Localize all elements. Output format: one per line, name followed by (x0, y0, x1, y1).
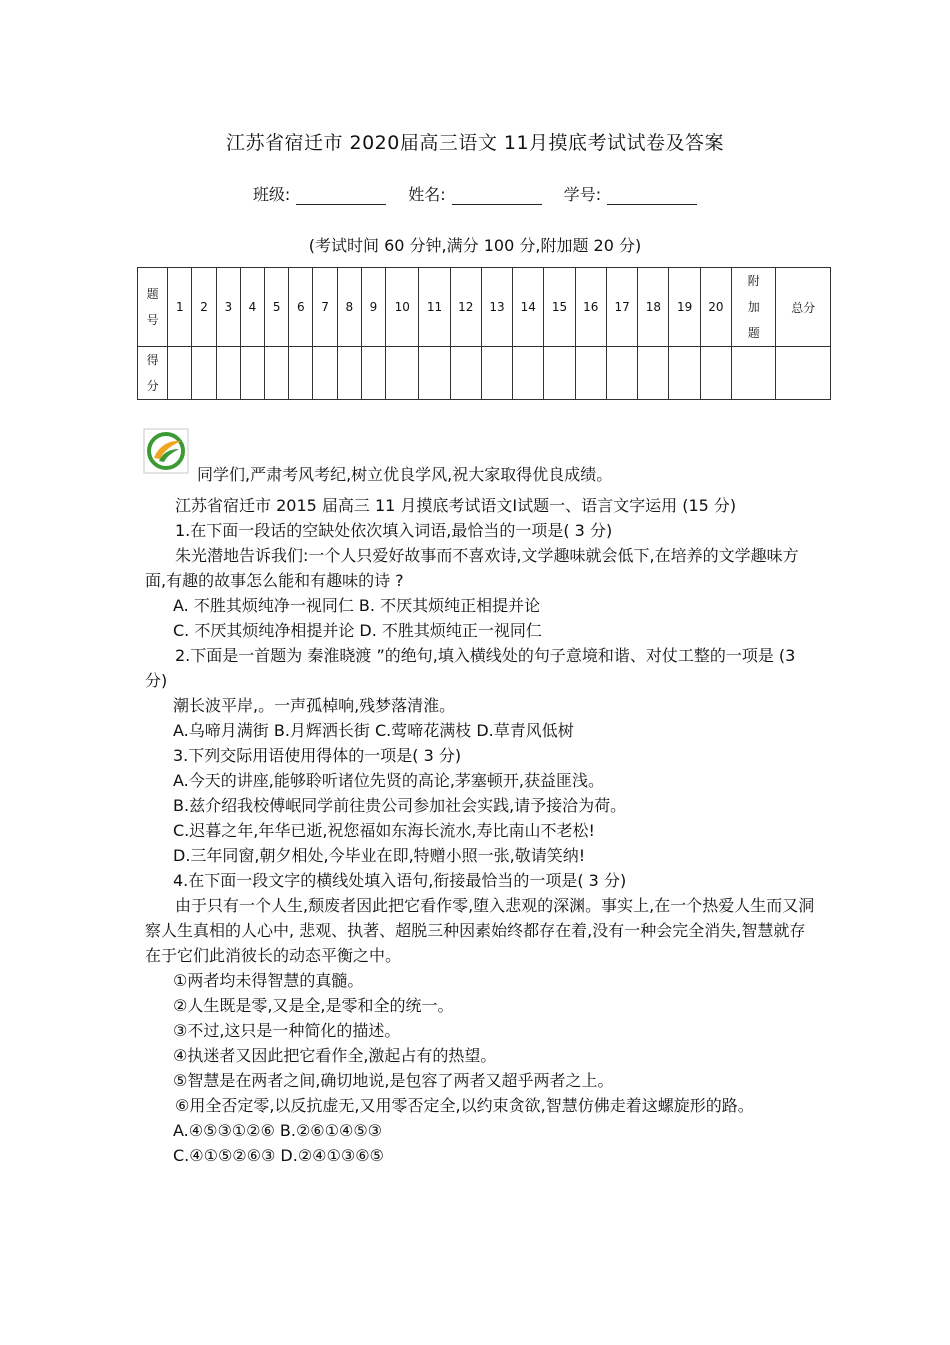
question-4-sentence-3: ③不过,这只是一种简化的描述。 (173, 1021, 401, 1040)
question-number-cell: 8 (337, 268, 361, 347)
class-label: 班级: (252, 185, 291, 204)
question-number-cell: 6 (289, 268, 313, 347)
question-number-cell: 3 (216, 268, 240, 347)
name-blank (452, 186, 542, 205)
score-cell[interactable] (419, 347, 450, 400)
question-number-cell: 7 (313, 268, 337, 347)
question-number-cell: 16 (575, 268, 606, 347)
section-heading: 江苏省宿迁市 2015 届高三 11 月摸底考试语文Ⅰ试题一、语言文字运用 (15 分) (175, 496, 737, 515)
score-cell[interactable] (732, 347, 776, 400)
score-cell[interactable] (168, 347, 192, 400)
question-4-sentence-2: ②人生既是零,又是全,是零和全的统一。 (173, 996, 454, 1015)
exam-info: (考试时间 60 分钟,满分 100 分,附加题 20 分) (308, 236, 642, 255)
score-row (138, 347, 831, 400)
score-cell[interactable] (606, 347, 637, 400)
question-number-cell: 1 (168, 268, 192, 347)
score-cell[interactable] (361, 347, 385, 400)
extra-question-header: 附 加 题 (732, 268, 776, 347)
question-4-stem: 4.在下面一段文字的横线处填入语句,衔接最恰当的一项是( 3 分) (173, 871, 627, 890)
score-cell[interactable] (575, 347, 606, 400)
question-3-stem: 3.下列交际用语使用得体的一项是( 3 分) (173, 746, 462, 765)
score-table (137, 267, 831, 400)
question-number-cell: 18 (638, 268, 669, 347)
score-cell[interactable] (700, 347, 731, 400)
score-cell[interactable] (450, 347, 481, 400)
question-1-options-ab: A. 不胜其烦纯净一视同仁 B. 不厌其烦纯正相提并论 (173, 596, 541, 615)
total-score-header: 总分 (776, 268, 831, 347)
question-number-cell: 14 (513, 268, 544, 347)
question-number-cell: 13 (481, 268, 512, 347)
student-id-label: 学号: (563, 185, 602, 204)
question-number-cell: 9 (361, 268, 385, 347)
score-cell[interactable] (265, 347, 289, 400)
score-cell[interactable] (513, 347, 544, 400)
score-cell[interactable] (192, 347, 216, 400)
question-3-option-a: A.今天的讲座,能够聆听诸位先贤的高论,茅塞顿开,获益匪浅。 (173, 771, 605, 790)
question-4-sentence-5: ⑤智慧是在两者之间,确切地说,是包容了两者又超乎两者之上。 (173, 1071, 614, 1090)
score-cell[interactable] (289, 347, 313, 400)
class-field (253, 182, 386, 205)
question-2-poem: 潮长波平岸,。一声孤棹响,残梦落清淮。 (173, 696, 456, 715)
question-3-option-d: D.三年同窗,朝夕相处,今毕业在即,特赠小照一张,敬请笑纳! (173, 846, 586, 865)
question-3-option-b: B.兹介绍我校傅岷同学前往贵公司参加社会实践,请予接洽为荷。 (173, 796, 627, 815)
page-title: 江苏省宿迁市 2020届高三语文 11月摸底考试试卷及答案 (225, 132, 725, 154)
question-4-sentence-4: ④执迷者又因此把它看作全,激起占有的热望。 (173, 1046, 497, 1065)
score-cell[interactable] (544, 347, 575, 400)
score-cell[interactable] (386, 347, 419, 400)
motto-text: 同学们,严肃考风考纪,树立优良学风,祝大家取得优良成绩。 (197, 465, 613, 484)
score-cell[interactable] (337, 347, 361, 400)
score-cell[interactable] (638, 347, 669, 400)
class-blank (296, 186, 386, 205)
student-id-blank (607, 186, 697, 205)
question-4-options-cd: C.④①⑤②⑥③ D.②④①③⑥⑤ (173, 1146, 384, 1165)
score-cell[interactable] (240, 347, 264, 400)
score-cell[interactable] (669, 347, 700, 400)
question-number-cell: 17 (606, 268, 637, 347)
exam-content (145, 493, 815, 1168)
question-number-cell: 19 (669, 268, 700, 347)
question-number-cell: 10 (386, 268, 419, 347)
question-number-cell: 11 (419, 268, 450, 347)
question-1-options-cd: C. 不厌其烦纯净相提并论 D. 不胜其烦纯正一视同仁 (173, 621, 542, 640)
question-number-cell: 5 (265, 268, 289, 347)
question-number-header: 题 号 (138, 268, 168, 347)
score-cell[interactable] (313, 347, 337, 400)
question-number-cell: 15 (544, 268, 575, 347)
student-id-field (564, 182, 697, 205)
score-cell[interactable] (216, 347, 240, 400)
question-number-cell: 20 (700, 268, 731, 347)
question-number-cell: 2 (192, 268, 216, 347)
question-number-cell: 4 (240, 268, 264, 347)
question-2-stem: 2.下面是一首题为 秦淮晓渡 ”的绝句,填入横线处的句子意境和谐、对仗工整的一项是 (3 分) (145, 646, 796, 690)
question-2-options: A.乌啼月满街 B.月辉洒长街 C.莺啼花满枝 D.草青风低树 (173, 721, 574, 740)
score-row-header: 得 分 (138, 347, 168, 400)
question-4-options-ab: A.④⑤③①②⑥ B.②⑥①④⑤③ (173, 1121, 383, 1140)
question-1-stem: 1.在下面一段话的空缺处依次填入词语,最恰当的一项是( 3 分) (175, 521, 613, 540)
student-info-row (0, 182, 950, 205)
question-4-sentence-1: ①两者均未得智慧的真髓。 (173, 971, 364, 990)
question-number-row (138, 268, 831, 347)
question-1-passage: 朱光潜地告诉我们:一个人只爱好故事而不喜欢诗,文学趣味就会低下,在培养的文学趣味方面,有趣的故事怎么能和有趣味的诗 ? (145, 546, 799, 590)
question-number-cell: 12 (450, 268, 481, 347)
question-3-option-c: C.迟暮之年,年华已逝,祝您福如东海长流水,寿比南山不老松! (173, 821, 595, 840)
question-4-sentence-6: ⑥用全否定零,以反抗虚无,又用零否定全,以约束贪欲,智慧仿佛走着这螺旋形的路。 (175, 1096, 754, 1115)
score-cell[interactable] (776, 347, 831, 400)
question-4-passage: 由于只有一个人生,颓废者因此把它看作零,堕入悲观的深渊。事实上,在一个热爱人生而又洞察人生真相的人心中, 悲观、执著、超脱三种因素始终都存在着,没有一种会完全消失,智慧就存在于它们此消彼长的动态平衡之中。 (145, 896, 815, 965)
name-field (408, 182, 541, 205)
name-label: 姓名: (408, 185, 446, 204)
score-cell[interactable] (481, 347, 512, 400)
leaf-logo-icon (143, 428, 189, 474)
